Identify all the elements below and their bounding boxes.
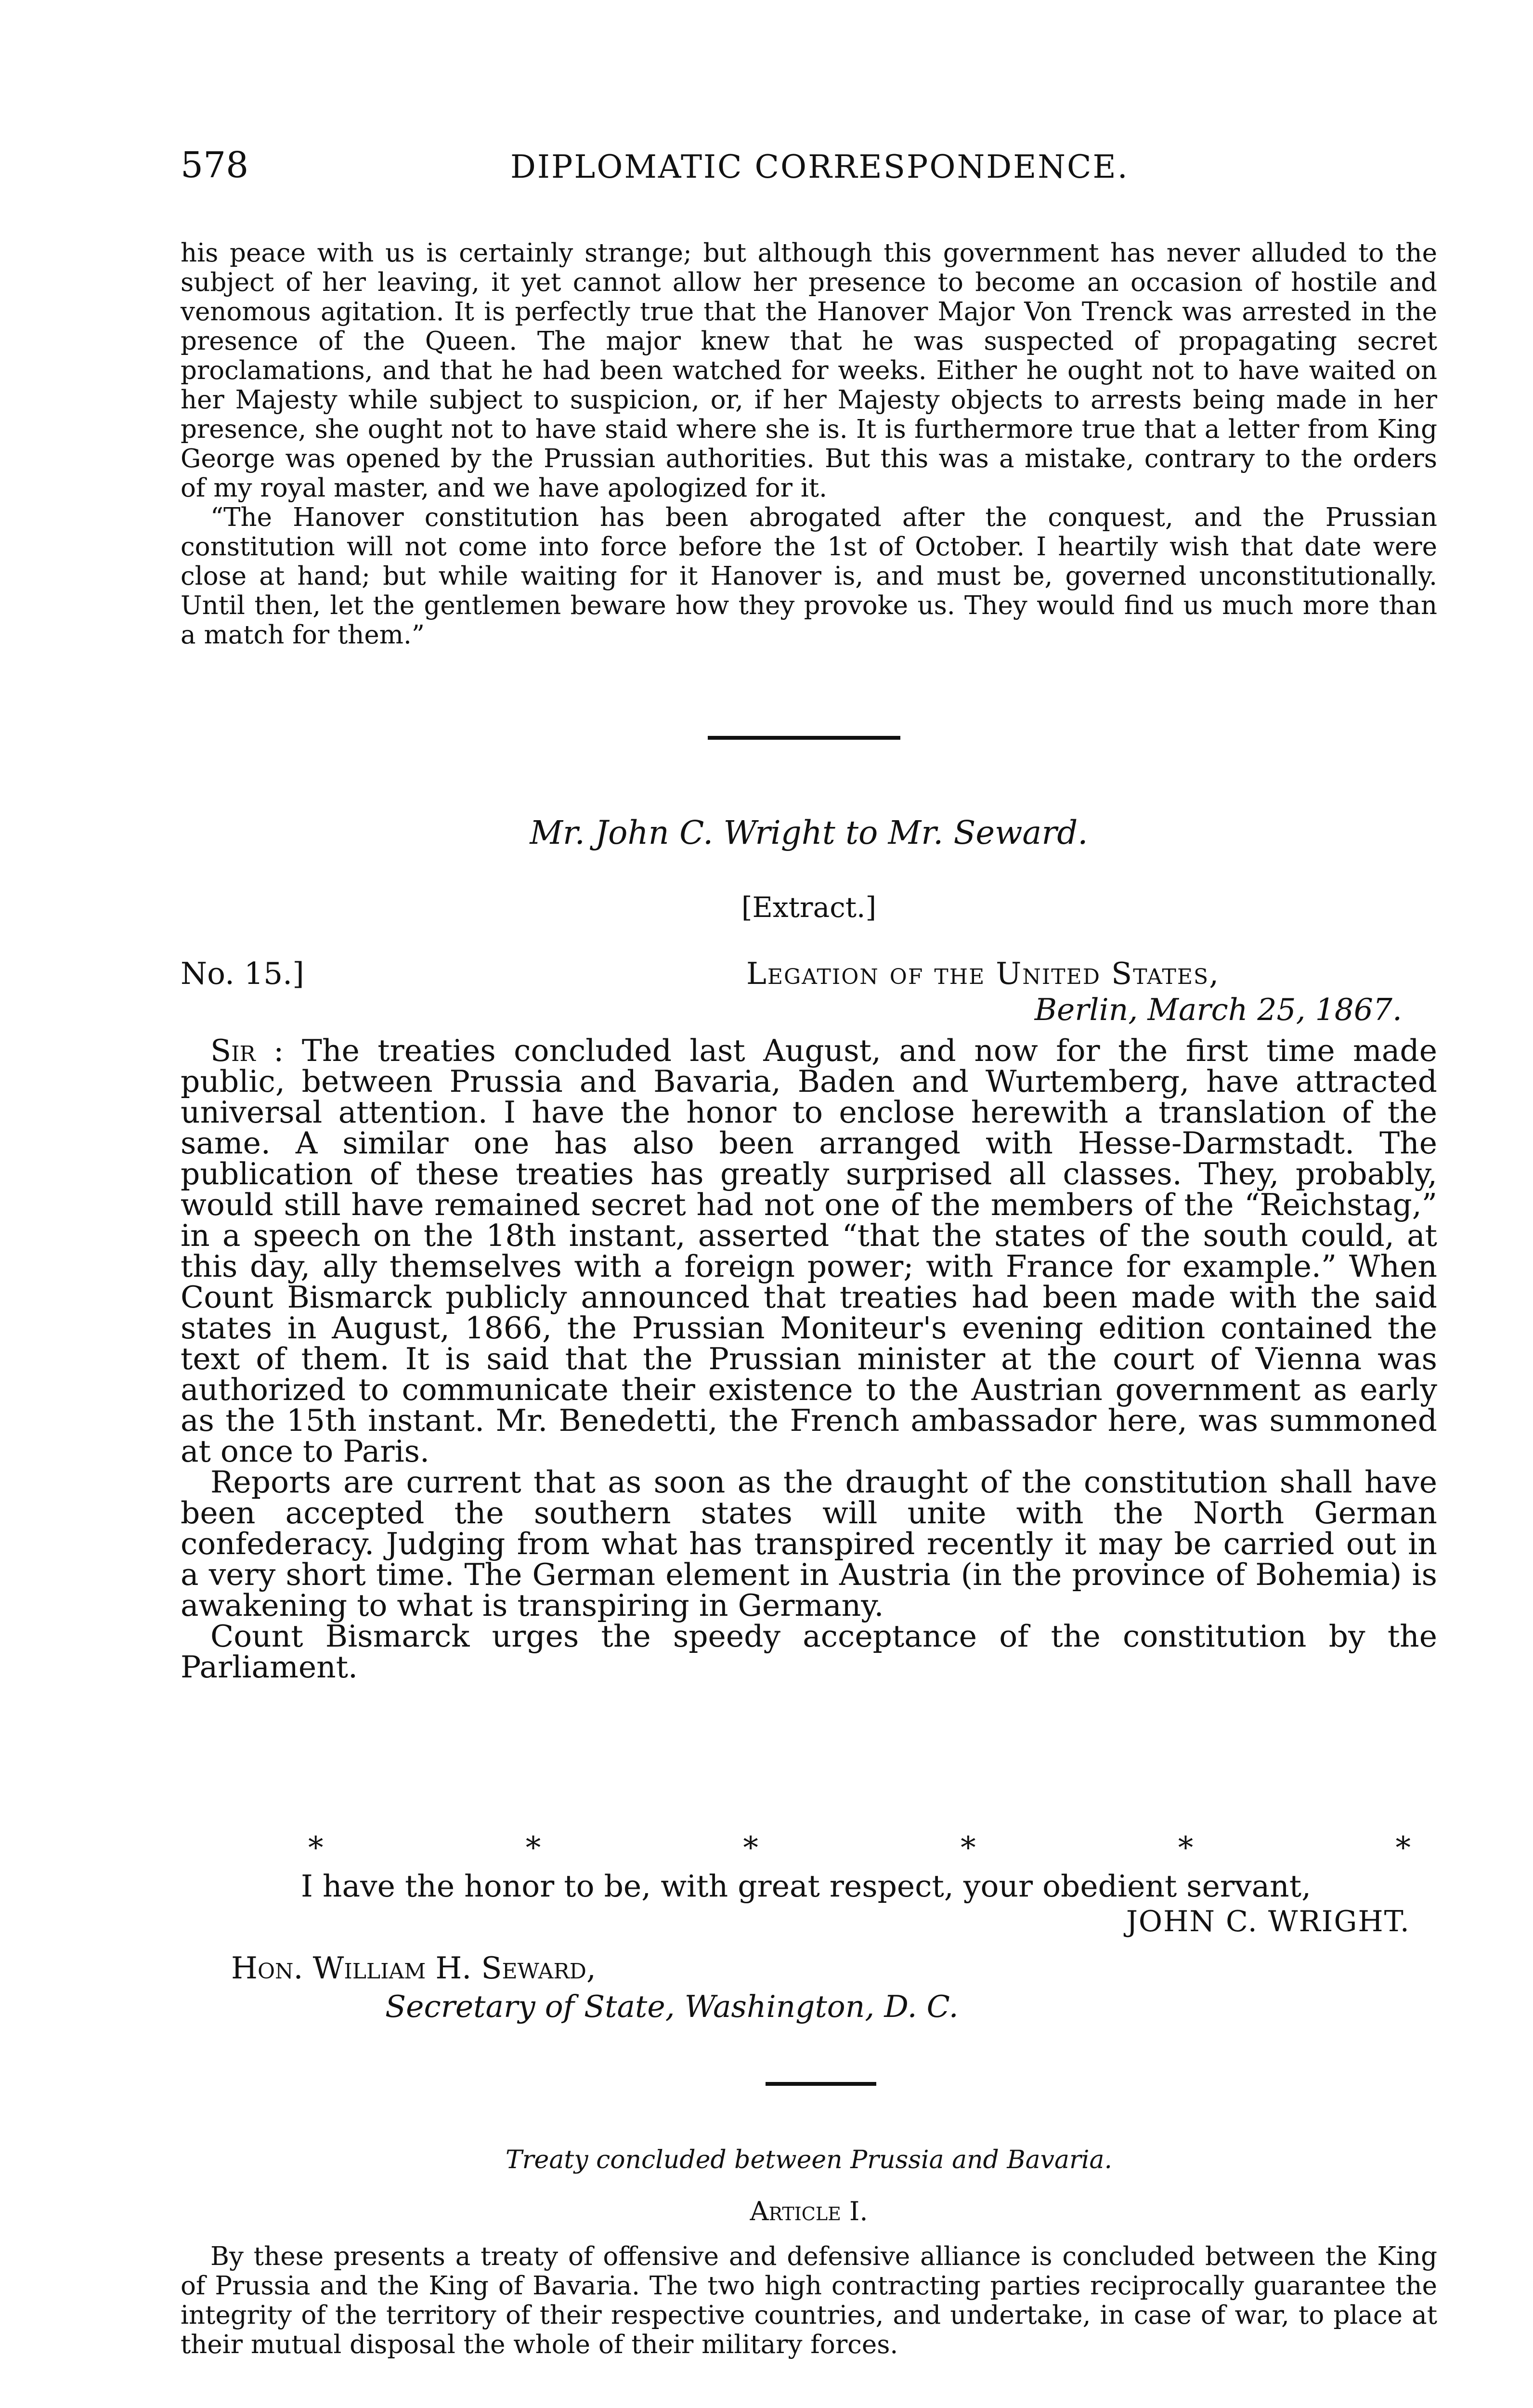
letter-paragraph: Count Bismarck urges the speedy acceptance of the constitution by the Parliament. <box>181 1619 1437 1685</box>
star: * <box>525 1830 541 1865</box>
article-body <box>181 2242 1437 2359</box>
star: * <box>743 1830 758 1865</box>
star: * <box>1178 1830 1194 1865</box>
continued-quotation <box>181 238 1437 650</box>
omission-stars <box>308 1830 1411 1865</box>
treaty-title: Treaty concluded between Prussia and Bavaria. <box>506 2146 1112 2174</box>
page-number: 578 <box>181 144 249 186</box>
addressee-name: Hon. William H. Seward, <box>231 1950 596 1986</box>
place-date: Berlin, March 25, 1867. <box>1034 992 1402 1027</box>
running-title: DIPLOMATIC CORRESPONDENCE. <box>510 148 1129 185</box>
despatch-number: No. 15.] <box>181 956 304 991</box>
letter-paragraph: Reports are current that as soon as the draught of the constitution shall have been accepted the southern states will unite with the North German confederacy. Judging from what has transpired recently it may be carried out in a very short time. The German element in Austria (in the province of Bohemia) is awakening to what is transpiring in Germany. <box>181 1465 1437 1623</box>
extract-label: [Extract.] <box>741 891 877 924</box>
letter-paragraph: The treaties concluded last August, and now for the first time made public, between Prussia and Bavaria, Baden and Wurtemberg, have attracted universal attention. I have the honor to enclose herewith a translation of the same. A similar one has also been arranged with Hesse-Darmstadt. The publication of these treaties has greatly surprised all classes. They, probably, would still have remained secret had not one of the members of the “Reichstag,” in a speech on the 18th instant, asserted “that the states of the south could, at this day, ally themselves with a foreign power; with France for example.” When Count Bismarck publicly announced that treaties had been made with the said states in August, 1866, the Prussian Moniteur's evening edition contained the text of them. It is said that the Prussian minister at the court of Vienna was authorized to communicate their existence to the Austrian government as early as the 15th instant. Mr. Benedetti, the French ambassador here, was summoned at once to Paris. <box>181 1033 1438 1469</box>
article-heading: Article I. <box>750 2196 868 2226</box>
legation-line: Legation of the United States, <box>746 956 1220 991</box>
quotation-paragraph: his peace with us is certainly strange; but although this government has never alluded to the subject of her leaving, it yet cannot allow her presence to become an occasion of hostile and venomous agitation. It is perfectly true that the Hanover Major Von Trenck was arrested in the presence of the Queen. The major knew that he was suspected of propagating secret proclamations, and that he had been watched for weeks. Either he ought not to have waited on her Majesty while subject to suspicion, or, if her Majesty objects to arrests being made in her presence, she ought not to have staid where she is. It is furthermore true that a letter from King George was opened by the Prussian authorities. But this was a mistake, contrary to the orders of my royal master, and we have apologized for it. <box>181 238 1437 503</box>
signature: JOHN C. WRIGHT. <box>1126 1905 1410 1938</box>
letter-title: Mr. John C. Wright to Mr. Seward. <box>530 814 1088 851</box>
star: * <box>1395 1830 1411 1865</box>
article-paragraph: By these presents a treaty of offensive and defensive alliance is concluded between the King of Prussia and the King of Bavaria. The two high contracting parties reciprocally guarantee the integrity of the territory of their respective countries, and undertake, in case of war, to place at their mutual disposal the whole of their military forces. <box>181 2242 1437 2359</box>
addressee-title: Secretary of State, Washington, D. C. <box>385 1989 959 2024</box>
salutation: Sir : <box>210 1033 284 1068</box>
section-divider <box>766 2082 876 2086</box>
star: * <box>308 1830 324 1865</box>
closing-line: I have the honor to be, with great respect, your obedient servant, <box>301 1869 1312 1904</box>
letter-body <box>181 1035 1437 1683</box>
star: * <box>961 1830 976 1865</box>
quotation-paragraph: “The Hanover constitution has been abrogated after the conquest, and the Prussian constitution will not come into force before the 1st of October. I heartily wish that date were close at hand; but while waiting for it Hanover is, and must be, governed unconstitutionally. Until then, let the gentlemen beware how they provoke us. They would find us much more than a match for them.” <box>181 503 1437 650</box>
section-divider <box>708 736 900 740</box>
